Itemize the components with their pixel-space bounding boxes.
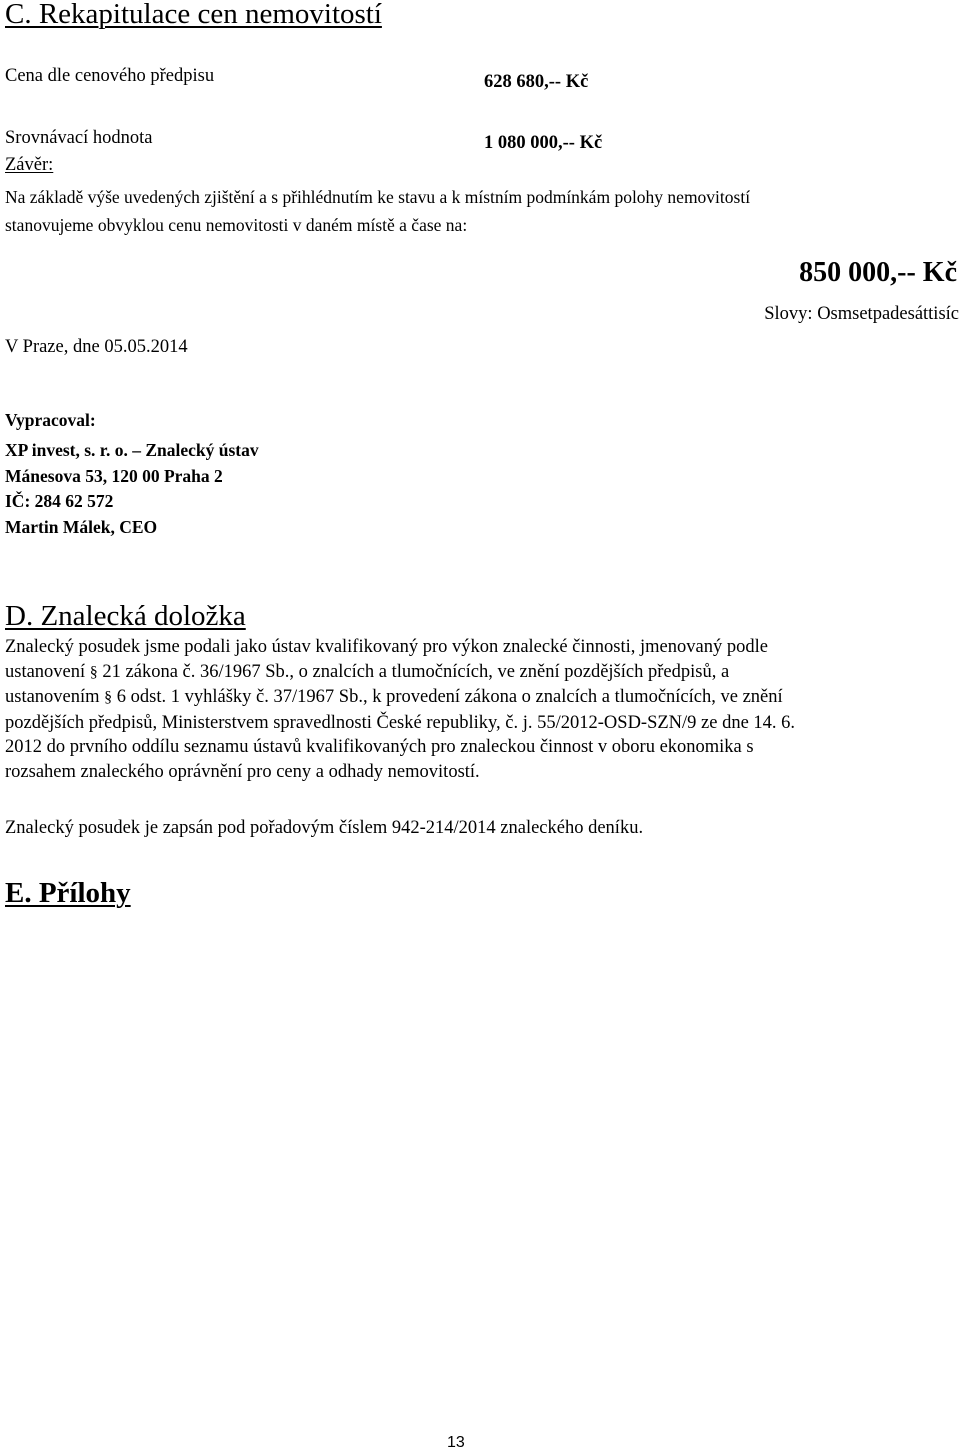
section-d-text: [5, 635, 957, 784]
clause-text: 6 odst. 1 vyhlášky č. 37/1967 Sb., k provedení zákona o znalcích a tlumočnících, ve znění: [112, 687, 783, 707]
clause-text: ustanovením: [5, 687, 105, 707]
clause-line: [5, 660, 957, 686]
clause-line: [5, 685, 957, 711]
prepared-by-address: Mánesova 53, 120 00 Praha 2: [5, 466, 223, 486]
clause-line: [5, 735, 957, 760]
clause-line: [5, 711, 957, 736]
comparative-value: 1 080 000,-- Kč: [484, 133, 603, 153]
prepared-by-label: Vypracoval:: [5, 410, 96, 430]
section-e-heading: E. Přílohy: [5, 877, 131, 909]
conclusion-heading: Závěr:: [5, 155, 54, 175]
prepared-by-person: Martin Málek, CEO: [5, 517, 158, 537]
clause-text: pozdějších předpisů, Ministerstvem spravedlnosti České republiky, č. j. 55/2012-OSD-SZN/9 ze dne 14. 6.: [5, 712, 796, 733]
paragraph-sign: §: [104, 689, 113, 706]
section-d-heading: D. Znalecká doložka: [5, 600, 246, 632]
price-regulation-value: 628 680,-- Kč: [484, 72, 589, 92]
section-c-heading: C. Rekapitulace cen nemovitostí: [5, 0, 382, 30]
comparative-label: Srovnávací hodnota: [5, 128, 153, 148]
clause-text: 2012 do prvního oddílu seznamu ústavů kvalifikovaných pro znaleckou činnost v oboru ekonomika s: [5, 737, 754, 757]
clause-text: ustanovení: [5, 661, 90, 682]
clause-text: 21 zákona č. 36/1967 Sb., o znalcích a tlumočnících, ve znění pozdějších předpisů, a: [97, 661, 730, 682]
price-regulation-label: Cena dle cenového předpisu: [5, 66, 215, 86]
clause-line: [5, 635, 957, 660]
paragraph-sign: §: [89, 663, 98, 681]
conclusion-text-line1: Na základě výše uvedených zjištění a s přihlédnutím ke stavu a k místním podmínkám polohy nemovitostí: [5, 187, 751, 207]
final-value: 850 000,-- Kč: [799, 257, 957, 288]
prepared-by-ico: IČ: 284 62 572: [5, 491, 114, 511]
clause-text: Znalecký posudek jsme podali jako ústav kvalifikovaný pro výkon znalecké činnosti, jmenovaný podle: [5, 637, 768, 657]
page-number: 13: [447, 1434, 465, 1451]
clause-text: rozsahem znaleckého oprávnění pro ceny a odhady nemovitostí.: [5, 761, 480, 782]
place-date: V Praze, dne 05.05.2014: [5, 337, 188, 357]
clause-line: [5, 760, 957, 785]
conclusion-text-line2: stanovujeme obvyklou cenu nemovitosti v daném místě a čase na:: [5, 215, 468, 235]
diary-registration: Znalecký posudek je zapsán pod pořadovým číslem 942-214/2014 znaleckého deníku.: [5, 818, 644, 838]
prepared-by-company: XP invest, s. r. o. – Znalecký ústav: [5, 440, 259, 460]
final-value-words: Slovy: Osmsetpadesáttisíc: [764, 304, 959, 324]
